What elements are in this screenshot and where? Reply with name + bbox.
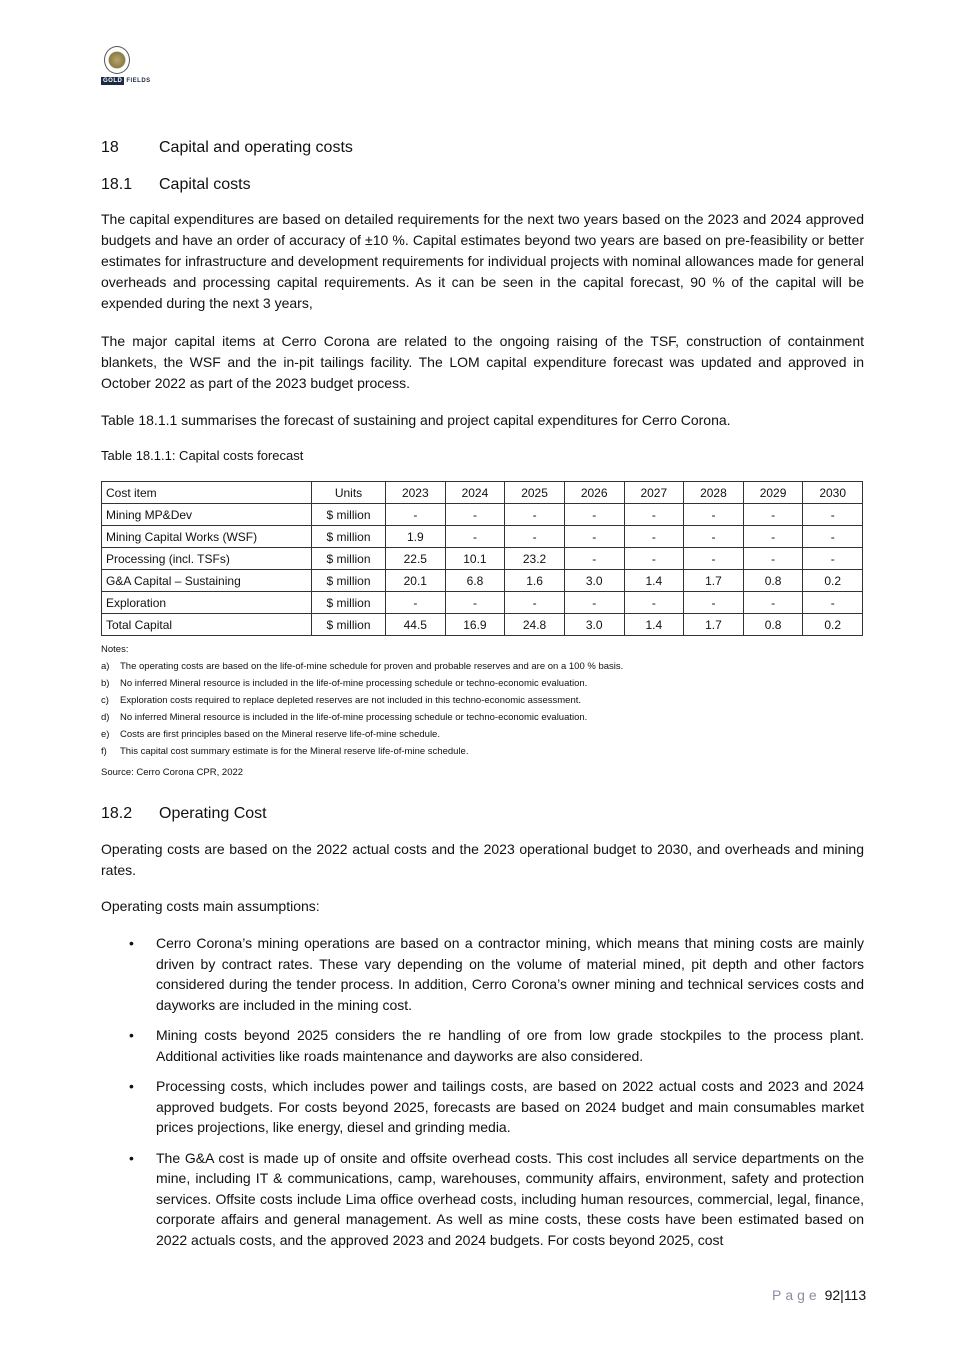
table-cell: Total Capital	[102, 614, 312, 636]
note-text: No inferred Mineral resource is included in the life-of-mine processing schedule or techno-economic evaluation.	[120, 678, 588, 689]
table-cell: 44.5	[386, 614, 446, 636]
table-cell: 0.8	[743, 570, 803, 592]
assumptions-list	[101, 933, 864, 1260]
table-notes	[101, 641, 623, 781]
paragraph: Operating costs are based on the 2022 actual costs and the 2023 operational budget to 2030, and overheads and mining rates.	[101, 841, 864, 878]
note-label: a)	[101, 661, 110, 672]
section-title: Operating Cost	[159, 805, 267, 822]
source-note: Source: Cerro Corona CPR, 2022	[101, 767, 244, 778]
table-cell: 22.5	[386, 548, 446, 570]
table-cell: Mining MP&Dev	[102, 504, 312, 526]
table-cell: -	[803, 592, 863, 614]
table-cell: 3.0	[564, 614, 624, 636]
note-item	[101, 709, 623, 726]
note-label: b)	[101, 678, 110, 689]
list-item-text: Cerro Corona’s mining operations are based on a contractor mining, which means that mining costs are mainly driven by contract rates. These vary depending on the volume of material mined, pit depth and other factors considered during the tender process. In addition, Cerro Corona’s owner mining and technical services costs and dayworks are included in the mining cost.	[156, 935, 864, 1013]
table-cell: -	[564, 526, 624, 548]
section-18-heading	[101, 139, 353, 157]
page-footer	[772, 1287, 866, 1303]
capital-costs-table	[101, 481, 863, 636]
note-item	[101, 726, 623, 743]
section-number: 18.1	[101, 176, 133, 193]
header-cell: 2029	[743, 482, 803, 504]
table-row	[102, 526, 863, 548]
section-number: 18.2	[101, 805, 133, 822]
section-title: Capital and operating costs	[159, 139, 353, 156]
table-cell: $ million	[312, 548, 386, 570]
table-cell: 0.2	[803, 614, 863, 636]
table-cell: 1.4	[624, 614, 684, 636]
list-item	[101, 1148, 864, 1251]
table-cell: -	[803, 504, 863, 526]
table-cell: -	[505, 504, 565, 526]
section-18-1-heading	[101, 176, 251, 194]
table-cell: $ million	[312, 592, 386, 614]
note-item	[101, 675, 623, 692]
page-label: Page	[772, 1287, 821, 1303]
table-cell: 1.7	[684, 570, 744, 592]
list-item	[101, 1076, 864, 1138]
table-cell: -	[386, 592, 446, 614]
total-pages: 113	[843, 1287, 867, 1303]
bullet-icon: •	[129, 1027, 134, 1043]
table-cell: 16.9	[445, 614, 505, 636]
table-cell: -	[624, 592, 684, 614]
table-cell: 1.4	[624, 570, 684, 592]
header-cell: 2026	[564, 482, 624, 504]
table-cell: -	[803, 526, 863, 548]
table-cell: -	[386, 504, 446, 526]
table-cell: 1.7	[684, 614, 744, 636]
bullet-icon: •	[129, 935, 134, 951]
table-cell: 6.8	[445, 570, 505, 592]
bullet-icon: •	[129, 1078, 134, 1094]
section-title: Capital costs	[159, 176, 251, 193]
table-cell: -	[445, 504, 505, 526]
gold-fields-logo	[101, 46, 167, 88]
table-cell: -	[684, 592, 744, 614]
table-cell: -	[445, 526, 505, 548]
logo-text-fields: FIELDS	[126, 78, 151, 84]
note-text: No inferred Mineral resource is included in the life-of-mine processing schedule or techno-economic evaluation.	[120, 712, 588, 723]
note-text: The operating costs are based on the life-of-mine schedule for proven and probable reserves and are on a 100 % basis.	[120, 661, 624, 672]
table-cell: -	[684, 526, 744, 548]
table-cell: Mining Capital Works (WSF)	[102, 526, 312, 548]
note-item	[101, 743, 623, 760]
paragraph: The major capital items at Cerro Corona are related to the ongoing raising of the TSF, construction of containment blankets, the WSF and the in-pit tailings facility. The LOM capital expenditure forecast was updated and approved in October 2022 as part of the 2023 budget process.	[101, 333, 864, 391]
note-item	[101, 658, 623, 675]
table-cell: $ million	[312, 570, 386, 592]
table-cell: 23.2	[505, 548, 565, 570]
table-row	[102, 570, 863, 592]
paragraph: Table 18.1.1 summarises the forecast of sustaining and project capital expenditures for Cerro Corona.	[101, 412, 731, 428]
table-row	[102, 504, 863, 526]
paragraph: Operating costs main assumptions:	[101, 898, 320, 914]
table-cell: 0.2	[803, 570, 863, 592]
logo-text-gold: GOLD	[103, 78, 123, 84]
table-header-row	[102, 482, 863, 504]
note-label: c)	[101, 695, 109, 706]
header-cell: Cost item	[102, 482, 312, 504]
table-cell: -	[624, 526, 684, 548]
table-caption: Table 18.1.1: Capital costs forecast	[101, 448, 304, 463]
table-cell: -	[684, 504, 744, 526]
note-label: e)	[101, 729, 110, 740]
table-row	[102, 592, 863, 614]
seal-icon	[104, 46, 130, 74]
notes-title: Notes:	[101, 644, 129, 655]
table-cell: 1.9	[386, 526, 446, 548]
section-number: 18	[101, 139, 119, 156]
table-cell: 10.1	[445, 548, 505, 570]
table-cell: -	[564, 548, 624, 570]
table-cell: Processing (incl. TSFs)	[102, 548, 312, 570]
header-cell: 2028	[684, 482, 744, 504]
page-separator: |	[840, 1287, 844, 1303]
table-cell: 0.8	[743, 614, 803, 636]
table-cell: -	[564, 592, 624, 614]
table-cell: $ million	[312, 526, 386, 548]
header-cell: 2027	[624, 482, 684, 504]
note-text: This capital cost summary estimate is for the Mineral reserve life-of-mine schedule.	[120, 746, 469, 757]
header-cell: 2030	[803, 482, 863, 504]
table-cell: $ million	[312, 614, 386, 636]
list-item-text: Mining costs beyond 2025 considers the re handling of ore from low grade stockpiles to the process plant. Additional activities like roads maintenance and dayworks are also considered.	[156, 1027, 864, 1064]
table-cell: -	[743, 592, 803, 614]
table-cell: -	[803, 548, 863, 570]
table-cell: -	[743, 504, 803, 526]
table-cell: -	[743, 526, 803, 548]
table-cell: 1.6	[505, 570, 565, 592]
table-cell: 3.0	[564, 570, 624, 592]
table-cell: -	[505, 592, 565, 614]
paragraph: The capital expenditures are based on detailed requirements for the next two years based on the 2023 and 2024 approved budgets and have an order of accuracy of ±10 %. Capital estimates beyond two years are based on pre-feasibility or better estimates for infrastructure and development requirements for individual projects with nominal allowances made for general overheads and processing capital requirements. As it can be seen in the capital forecast, 90 % of the capital will be expended during the next 3 years,	[101, 211, 864, 311]
table-row	[102, 548, 863, 570]
table-cell: Exploration	[102, 592, 312, 614]
note-label: d)	[101, 712, 110, 723]
list-item-text: The G&A cost is made up of onsite and offsite overhead costs. This cost includes all service departments on the mine, including IT & communications, camp, warehouses, community affairs, environment, safety and protection services. Offsite costs include Lima office overhead costs, including human resources, commercial, legal, finance, corporate affairs and general management. As well as mine costs, these costs have been estimated based on 2022 actuals costs, and the approved 2023 and 2024 budgets. For costs beyond 2025, cost	[156, 1149, 864, 1248]
table-cell: -	[624, 504, 684, 526]
header-cell: Units	[312, 482, 386, 504]
list-item-text: Processing costs, which includes power and tailings costs, are based on 2022 actual costs and 2023 and 2024 approved budgets. For costs beyond 2025, forecasts are based on 2024 budget and main consumables market prices projections, like energy, diesel and grinding media.	[156, 1078, 864, 1135]
table-cell: G&A Capital – Sustaining	[102, 570, 312, 592]
list-item	[101, 1025, 864, 1066]
page-number: 92	[824, 1287, 841, 1303]
table-cell: -	[505, 526, 565, 548]
note-item	[101, 692, 623, 709]
bullet-icon: •	[129, 1149, 134, 1166]
table-cell: $ million	[312, 504, 386, 526]
note-text: Costs are first principles based on the Mineral reserve life-of-mine schedule.	[120, 729, 440, 740]
table-cell: -	[564, 504, 624, 526]
table-cell: -	[684, 548, 744, 570]
header-cell: 2023	[386, 482, 446, 504]
table-cell: 20.1	[386, 570, 446, 592]
note-label: f)	[101, 746, 107, 757]
table-cell: 24.8	[505, 614, 565, 636]
table-cell: -	[624, 548, 684, 570]
note-text: Exploration costs required to replace depleted reserves are not included in this techno-economic assessment.	[120, 695, 582, 706]
section-18-2-heading	[101, 805, 267, 823]
table-cell: -	[743, 548, 803, 570]
table-cell: -	[445, 592, 505, 614]
list-item	[101, 933, 864, 1015]
header-cell: 2025	[505, 482, 565, 504]
header-cell: 2024	[445, 482, 505, 504]
table-row	[102, 614, 863, 636]
